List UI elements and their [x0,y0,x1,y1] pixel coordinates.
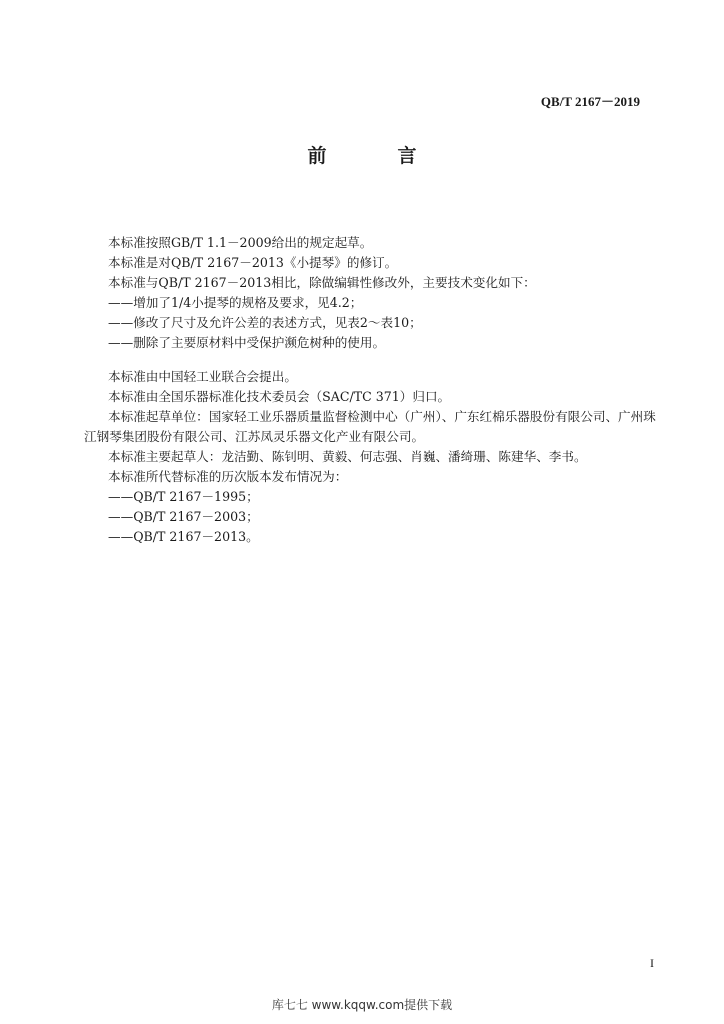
paragraph: 本标准主要起草人：龙洁勤、陈钊明、黄毅、何志强、肖巍、潘绮珊、陈建华、李书。 [108,449,587,464]
page-title: 前 言 [307,145,443,167]
list-item: ——修改了尺寸及允许公差的表述方式，见表2～表10； [108,315,422,330]
paragraph-drafting-units: 本标准起草单位：国家轻工业乐器质量监督检测中心（广州）、广东红棉乐器股份有限公司、广州珠江钢琴集团股份有限公司、江苏凤灵乐器文化产业有限公司。 [84,409,656,444]
paragraph: 本标准按照GB/T 1.1－2009给出的规定起草。 [108,235,373,250]
list-item: ——增加了1/4小提琴的规格及要求，见4.2； [108,295,363,310]
paragraph: 本标准由中国轻工业联合会提出。 [108,369,297,384]
page-number: I [650,956,654,970]
list-item: ——QB/T 2167－1995； [108,489,259,504]
drafting-info-section [84,367,658,547]
technical-changes-section [84,233,658,353]
list-item: ——QB/T 2167－2003； [108,509,259,524]
paragraph: 本标准与QB/T 2167－2013相比，除做编辑性修改外，主要技术变化如下： [108,275,536,290]
paragraph: 本标准所代替标准的历次版本发布情况为： [108,469,348,484]
list-item: ——QB/T 2167－2013。 [108,529,259,544]
list-item: ——删除了主要原材料中受保护濒危树种的使用。 [108,335,386,350]
paragraph: 本标准是对QB/T 2167－2013《小提琴》的修订。 [108,255,398,270]
paragraph: 本标准由全国乐器标准化技术委员会（SAC/TC 371）归口。 [108,389,451,404]
standard-code: QB/T 2167－2019 [540,94,640,109]
download-footer: 库七七 www.kqqw.com提供下载 [271,998,453,1012]
